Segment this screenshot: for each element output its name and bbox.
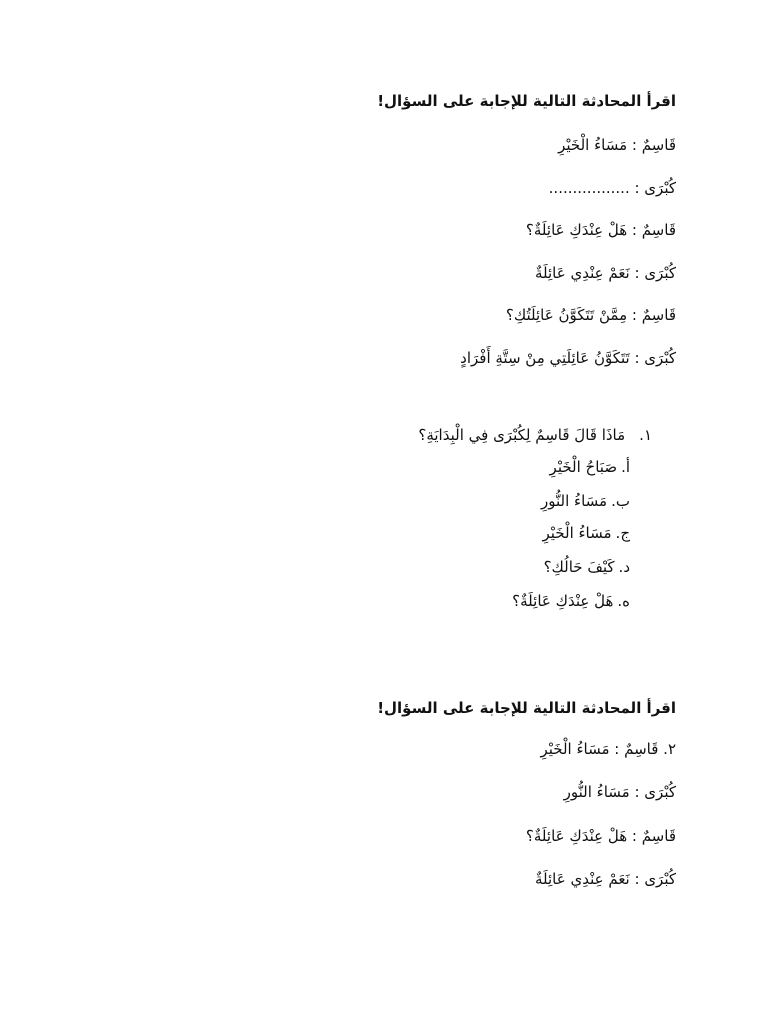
dialogue-line: قَاسِمٌ : مَسَاءُ الْخَيْرِ: [558, 136, 676, 154]
question-1: [418, 424, 652, 446]
dialogue-line: كُبْرَى : نَعَمْ عِنْدِي عَائِلَةٌ: [535, 870, 676, 888]
answer-option-d: [544, 556, 630, 578]
dialogue-line: كُبْرَى : تَتَكَوَّنُ عَائِلَتِي مِنْ سِتَّةِ أَفْرَادٍ: [460, 349, 676, 367]
answer-option-e: [512, 590, 630, 612]
option-text: هَلْ عِنْدَكِ عَائِلَةٌ؟: [512, 592, 614, 610]
option-text: مَسَاءُ النُّورِ: [541, 492, 608, 510]
option-letter: ه.: [617, 592, 630, 610]
question-text: مَاذَا قَالَ قَاسِمٌ لِكُبْرَى فِي الْبِدَايَةِ؟: [418, 426, 626, 444]
dialogue-line: ٢. قَاسِمٌ : مَسَاءُ الْخَيْرِ: [540, 740, 676, 758]
dialogue-line: قَاسِمٌ : هَلْ عِنْدَكِ عَائِلَةٌ؟: [525, 827, 676, 845]
question-number: ١.: [639, 426, 652, 444]
dialogue-line: قَاسِمٌ : هَلْ عِنْدَكِ عَائِلَةٌ؟: [525, 221, 676, 239]
answer-option-a: [550, 456, 630, 478]
option-letter: ب.: [611, 492, 630, 510]
option-text: صَبَاحُ الْخَيْرِ: [549, 458, 618, 476]
dialogue-line: كُبْرَى : نَعَمْ عِنْدِي عَائِلَةٌ: [535, 264, 676, 282]
answer-option-b: [541, 490, 630, 512]
option-letter: د.: [618, 558, 630, 576]
option-letter: أ.: [621, 458, 630, 476]
option-letter: ج.: [615, 524, 630, 542]
dialogue-line: قَاسِمٌ : مِمَّنْ تَتَكَوَّنُ عَائِلَتُكِ؟: [505, 306, 676, 324]
option-text: مَسَاءُ الْخَيْرِ: [542, 524, 612, 542]
dialogue-line: كُبْرَى : .................: [548, 179, 676, 197]
option-text: كَيْفَ حَالُكِ؟: [543, 558, 615, 576]
answer-option-c: [543, 522, 630, 544]
section1-heading: اقرأ المحادثة التالية للإجابة على السؤال!: [377, 92, 676, 110]
dialogue-line: كُبْرَى : مَسَاءُ النُّورِ: [563, 783, 676, 801]
section2-heading: اقرأ المحادثة التالية للإجابة على السؤال!: [377, 699, 676, 717]
